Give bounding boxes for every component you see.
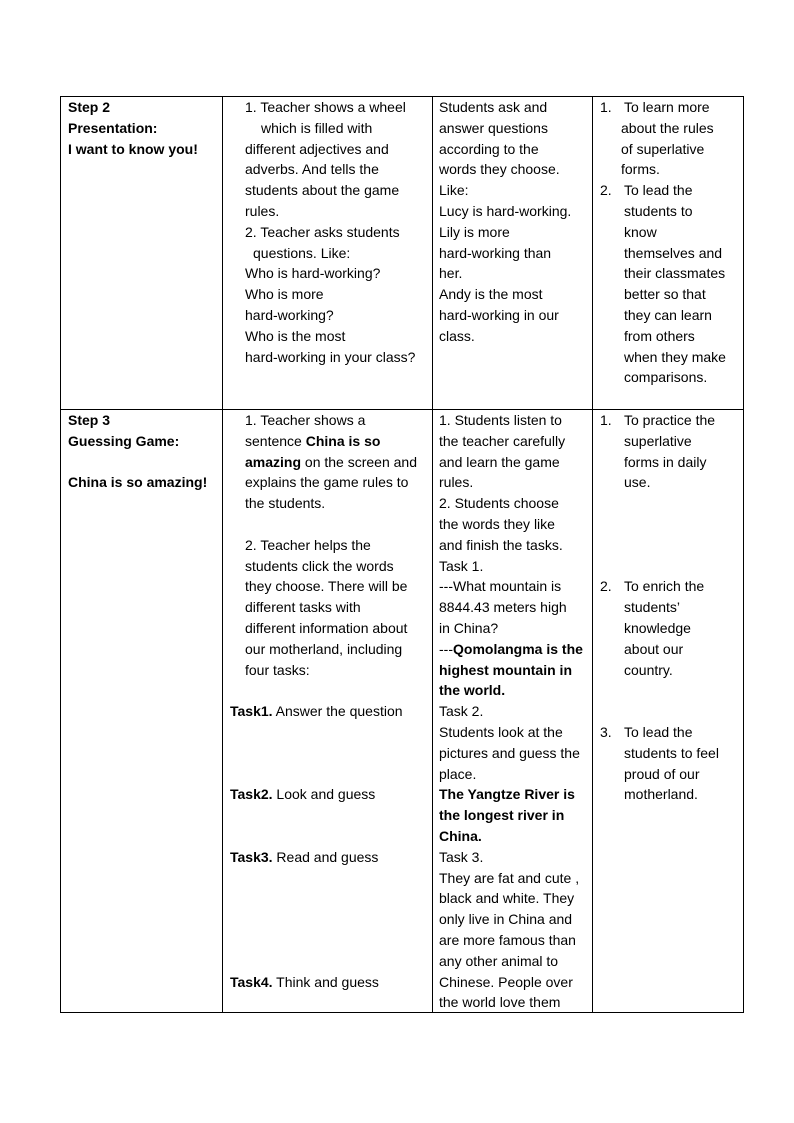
- step2-teacher-line: which is filled with: [261, 119, 373, 136]
- aim-number: 2.: [600, 182, 612, 199]
- step3-teacher-line: 2. Teacher helps the: [245, 536, 371, 553]
- step2-aim-line: To lead the: [624, 182, 693, 199]
- step2-teacher-line: 1. Teacher shows a wheel: [245, 99, 406, 115]
- step2-teacher-line: questions. Like:: [253, 244, 351, 261]
- step3-student-line: Task 1.: [439, 557, 484, 574]
- step3-student-line: 8844.43 meters high: [439, 599, 567, 616]
- step3-student-line: They are fat and cute ,: [439, 869, 580, 886]
- step3-aim-line: To practice the: [624, 412, 716, 428]
- column-divider: [592, 97, 593, 1012]
- step3-student-line: any other animal to: [439, 952, 559, 969]
- step3-aim-line: students’: [624, 599, 681, 616]
- task2-answer-line: The Yangtze River is: [439, 786, 575, 803]
- step3-teacher-line: four tasks:: [245, 661, 310, 678]
- step3-aim-line: To lead the: [624, 724, 693, 740]
- task-item: Task2. Look and guess: [230, 786, 376, 803]
- step2-teacher-line: adverbs. And tells the: [245, 161, 379, 178]
- step3-title: Step 3: [68, 412, 111, 428]
- highlight-phrase: amazing: [245, 453, 302, 470]
- step2-student-line: hard-working than: [439, 244, 552, 261]
- step2-aim-line: comparisons.: [624, 369, 708, 386]
- step3-aim-line: forms in daily: [624, 453, 707, 470]
- step3-aim-line: To enrich the: [624, 578, 705, 595]
- step3-student-line: are more famous than: [439, 932, 576, 948]
- step3-teacher-line: they choose. There will be: [245, 578, 408, 595]
- step2-topic: I want to know you!: [68, 140, 198, 157]
- step3-teacher-line: explains the game rules to: [245, 474, 409, 491]
- step3-teacher-line: different information about: [245, 620, 408, 636]
- step3-teacher-line: students click the words: [245, 557, 394, 574]
- step2-student-line: class.: [439, 327, 475, 344]
- step2-student-line: Andy is the most: [439, 286, 543, 303]
- step2-aim-line: they can learn: [624, 307, 712, 323]
- step2-student-line: words they choose.: [439, 161, 560, 178]
- step2-title: Step 2: [68, 99, 111, 115]
- step3-student-line: only live in China and: [439, 911, 573, 928]
- step2-aim-line: themselves and: [624, 244, 723, 261]
- step3-aim-line: students to feel: [624, 744, 719, 761]
- step2-teacher-line: Who is the most: [245, 327, 346, 344]
- step2-aim-line: better so that: [624, 286, 706, 303]
- task-item: Task4. Think and guess: [230, 973, 379, 990]
- step3-student-line: Task 2.: [439, 703, 484, 720]
- aim-number: 1.: [600, 412, 612, 428]
- step2-teacher-line: different adjectives and: [245, 140, 389, 157]
- step3-aim-line: superlative: [624, 432, 692, 449]
- step3-aim-line: knowledge: [624, 620, 691, 636]
- step2-student-line: her.: [439, 265, 463, 282]
- task2-answer-line: China.: [439, 828, 482, 844]
- step2-teacher-line: Who is hard-working?: [245, 265, 381, 282]
- step2-aim-line: know: [624, 223, 657, 240]
- step2-aim-line: of superlative: [621, 140, 705, 157]
- step3-student-line: the words they like: [439, 516, 555, 532]
- task-item: Task3. Read and guess: [230, 848, 379, 865]
- step3-student-line: in China?: [439, 620, 499, 636]
- step3-teacher-line: amazing on the screen and: [245, 453, 417, 470]
- step2-aim-line: from others: [624, 327, 695, 344]
- step3-student-line: 2. Students choose: [439, 495, 559, 512]
- step2-aim-line: forms.: [621, 161, 660, 178]
- step2-teacher-line: Who is more: [245, 286, 324, 303]
- task1-answer-line: ---Qomolangma is the: [439, 640, 583, 657]
- step3-student-line: pictures and guess the: [439, 744, 580, 761]
- task1-answer-line: highest mountain in: [439, 661, 572, 678]
- step3-student-line: black and white. They: [439, 890, 575, 907]
- column-divider: [222, 97, 223, 1012]
- step3-aim-line: about our: [624, 640, 684, 657]
- step3-aim-line: country.: [624, 661, 673, 678]
- step3-student-line: 1. Students listen to: [439, 412, 562, 428]
- column-divider: [432, 97, 433, 1012]
- step2-student-line: according to the: [439, 140, 539, 157]
- step2-student-line: Like:: [439, 182, 469, 199]
- task2-answer-line: the longest river in: [439, 807, 565, 824]
- step3-teacher-line: 1. Teacher shows a: [245, 412, 366, 428]
- step2-aim-line: students to: [624, 203, 693, 219]
- aim-number: 1.: [600, 99, 612, 115]
- task1-answer-line: the world.: [439, 682, 506, 699]
- step3-student-line: Chinese. People over: [439, 973, 573, 990]
- step2-student-line: answer questions: [439, 119, 548, 136]
- step2-teacher-line: 2. Teacher asks students: [245, 223, 400, 240]
- step2-aim-line: To learn more: [624, 99, 710, 115]
- step3-student-line: ---What mountain is: [439, 578, 562, 595]
- step3-aim-line: motherland.: [624, 786, 698, 803]
- step3-student-line: Task 3.: [439, 848, 484, 865]
- step2-student-line: Students ask and: [439, 99, 548, 115]
- step3-student-line: and finish the tasks.: [439, 536, 563, 553]
- step3-student-line: place.: [439, 765, 477, 782]
- step3-teacher-line: sentence China is so: [245, 432, 381, 449]
- step2-teacher-line: hard-working?: [245, 307, 334, 323]
- step2-aim-line: their classmates: [624, 265, 726, 282]
- step3-teacher-line: different tasks with: [245, 599, 361, 616]
- step3-subtitle: Guessing Game:: [68, 432, 180, 449]
- step2-teacher-line: rules.: [245, 203, 280, 219]
- step3-student-line: and learn the game: [439, 453, 560, 470]
- aim-number: 2.: [600, 578, 612, 595]
- task-item: Task1. Answer the question: [230, 703, 403, 720]
- step3-student-line: the teacher carefully: [439, 432, 566, 449]
- step3-student-line: rules.: [439, 474, 474, 491]
- step2-student-line: hard-working in our: [439, 307, 559, 323]
- step3-aim-line: use.: [624, 474, 651, 491]
- step3-teacher-line: the students.: [245, 495, 326, 512]
- highlight-phrase: China is so: [305, 432, 381, 449]
- step3-topic: China is so amazing!: [68, 474, 208, 491]
- step2-student-line: Lucy is hard-working.: [439, 203, 572, 219]
- step3-teacher-line: our motherland, including: [245, 640, 403, 657]
- step3-student-line: the world love them: [439, 994, 561, 1011]
- step2-aim-line: about the rules: [621, 119, 714, 136]
- aim-number: 3.: [600, 724, 612, 740]
- step2-teacher-line: students about the game: [245, 182, 400, 199]
- step2-student-line: Lily is more: [439, 223, 510, 240]
- step3-aim-line: proud of our: [624, 765, 700, 782]
- step2-subtitle: Presentation:: [68, 119, 158, 136]
- step3-student-line: Students look at the: [439, 724, 563, 740]
- step2-teacher-line: hard-working in your class?: [245, 348, 416, 365]
- step2-aim-line: when they make: [624, 348, 726, 365]
